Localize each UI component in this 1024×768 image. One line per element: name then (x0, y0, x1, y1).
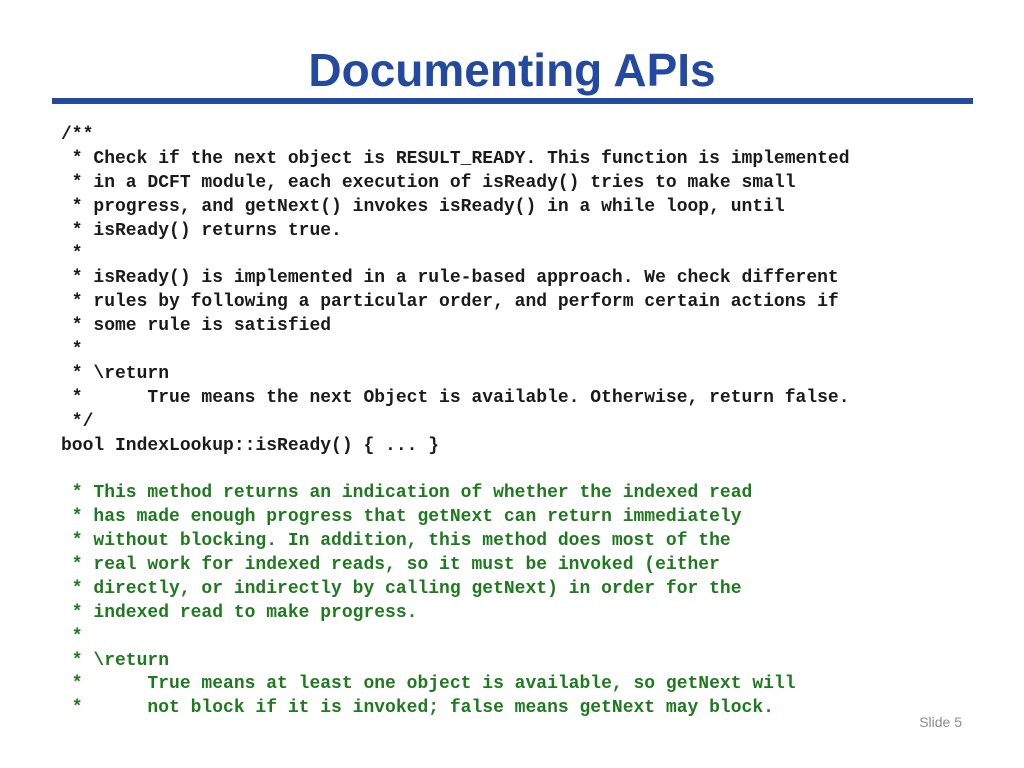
code-line: * True means the next Object is available. Otherwise, return false. (61, 387, 850, 408)
code-line: * \return (61, 363, 170, 384)
slide-title: Documenting APIs (308, 44, 716, 96)
code-line: * progress, and getNext() invokes isReady() in a while loop, until (61, 196, 785, 217)
comment-line: * without blocking. In addition, this method does most of the (61, 531, 731, 552)
code-line: * Check if the next object is RESULT_READY. This function is implemented (61, 148, 850, 169)
code-line: * (61, 244, 83, 265)
code-line: * isReady() is implemented in a rule-based approach. We check different (61, 268, 839, 289)
code-line: * rules by following a particular order, and perform certain actions if (61, 292, 839, 313)
comment-line: * directly, or indirectly by calling getNext) in order for the (61, 578, 742, 599)
comment-line: * indexed read to make progress. (61, 602, 418, 623)
code-line: /** (61, 125, 94, 145)
comment-line: * True means at least one object is available, so getNext will (61, 674, 796, 695)
comment-line: * real work for indexed reads, so it must be invoked (either (61, 555, 720, 576)
code-line: * (61, 340, 83, 361)
comment-line: * (61, 626, 83, 647)
code-line: * in a DCFT module, each execution of isReady() tries to make small (61, 172, 796, 193)
code-line: bool IndexLookup::isReady() { ... } (61, 435, 440, 456)
slide-number: Slide 5 (919, 714, 962, 730)
title-divider (52, 98, 973, 104)
code-line: * isReady() returns true. (61, 220, 342, 241)
code-block (61, 124, 850, 721)
code-line: */ (61, 411, 94, 432)
comment-line: * \return (61, 650, 170, 671)
comment-line: * has made enough progress that getNext can return immediately (61, 507, 742, 528)
code-line: * some rule is satisfied (61, 316, 332, 337)
comment-line: * not block if it is invoked; false means getNext may block. (61, 698, 774, 719)
comment-line: * This method returns an indication of whether the indexed read (61, 483, 753, 504)
blank-line (61, 458, 850, 482)
